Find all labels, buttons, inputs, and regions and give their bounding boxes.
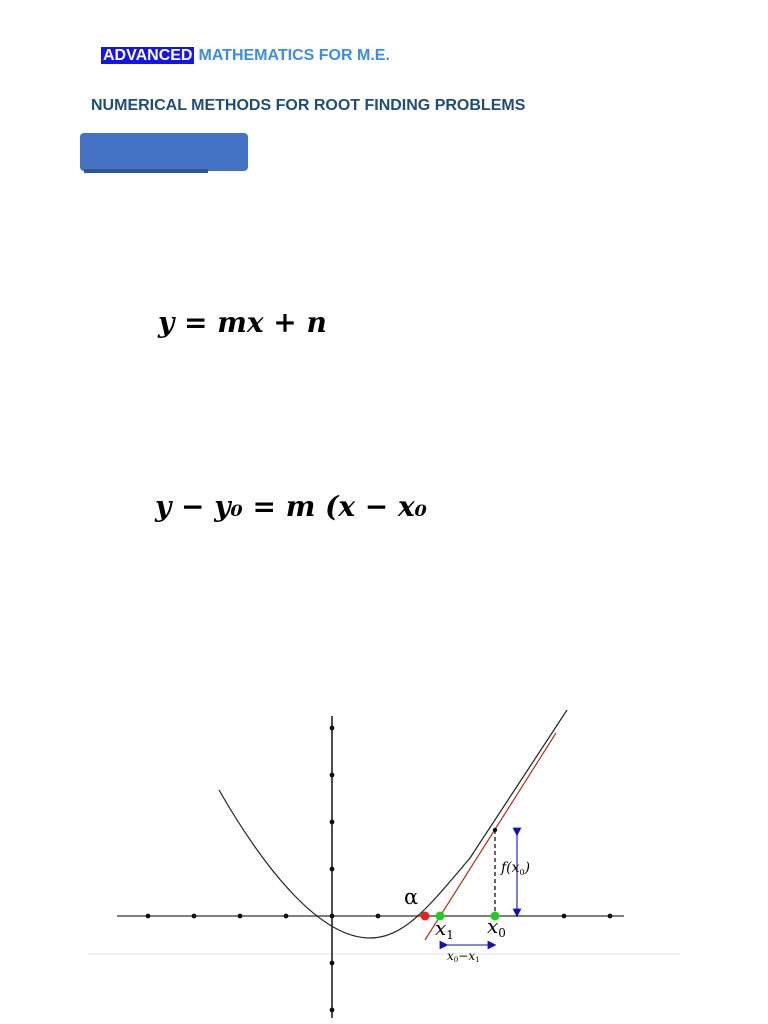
x0-label: $x_0$: [487, 914, 506, 940]
root-point: [421, 912, 430, 921]
x0-minus-x1-label: x0−x1: [447, 949, 480, 964]
line-equation: 𝒚 = 𝒎𝒙 + 𝒏: [158, 306, 327, 339]
course-badge: ADVANCED: [103, 47, 193, 64]
function-curve: [219, 710, 567, 938]
fx0-label: $f(x_0)$: [501, 860, 531, 877]
point-slope-equation: 𝒚 − 𝒚₀ = 𝒎 (𝒙 − 𝒙₀: [155, 490, 427, 523]
page-subtitle: NUMERICAL METHODS FOR ROOT FINDING PROBLEMS: [91, 97, 526, 114]
course-title-rest: MATHEMATICS FOR M.E.: [198, 47, 390, 64]
tangent-line: [425, 733, 556, 940]
alpha-label: α: [404, 885, 419, 909]
x1-label: $x_1$: [435, 916, 454, 942]
